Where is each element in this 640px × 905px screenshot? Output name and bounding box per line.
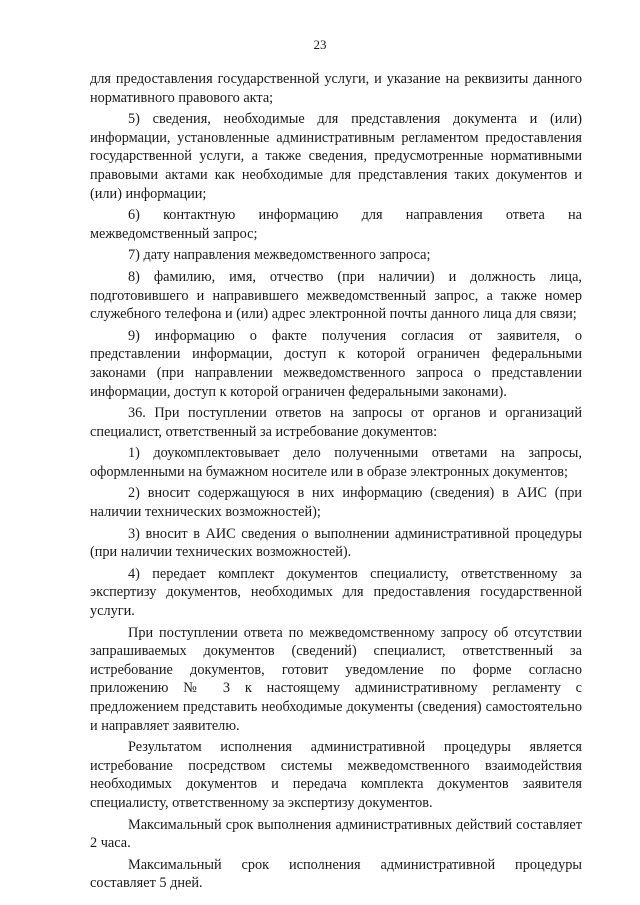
paragraph: 7) дату направления межведомственного запроса; — [128, 247, 431, 264]
paragraph: При поступлении ответа по межведомственному запросу об отсутствии запрашиваемых документов (сведений) специалист, ответственный за истребование документов, готовит уведомление по форме согласно приложению № 3 к настоящему административному регламенту с предложением представить необходимые документы (сведения) самостоятельно и направляет заявителю. — [90, 624, 582, 734]
paragraph: 5) сведения, необходимые для представления документа и (или) информации, установленные административным регламентом предоставления государственной услуги, а также сведения, предусмотренные нормативными правовыми актами как необходимые для представления таких документов и (или) информации; — [90, 111, 582, 202]
paragraph: Максимальный срок исполнения административной процедуры составляет 5 дней. — [90, 856, 582, 892]
paragraph: для предоставления государственной услуги, и указание на реквизиты данного нормативного правового акта; — [90, 71, 582, 106]
paragraph: 36. При поступлении ответов на запросы от органов и организаций специалист, ответственный за истребование документов: — [90, 405, 582, 440]
paragraph: 1) доукомплектовывает дело полученными ответами на запросы, оформленными на бумажном носителе или в образе электронных документов; — [90, 445, 582, 480]
paragraph: 4) передает комплект документов специалисту, ответственному за экспертизу документов, необходимых для предоставления государственной услуги. — [90, 565, 582, 620]
page-number: 23 — [313, 37, 327, 52]
paragraph: 9) информацию о факте получения согласия от заявителя, о представлении информации, доступ к которой ограничен федеральными законами (при направлении межведомственного запроса о представлении информации, доступ к которой ограничен федеральными законами). — [90, 327, 582, 400]
paragraph: Результатом исполнения административной процедуры является истребование посредством системы межведомственного взаимодействия необходимых документов и передача комплекта документов заявителя специалисту, ответственному за экспертизу документов. — [90, 739, 582, 811]
paragraph: 8) фамилию, имя, отчество (при наличии) и должность лица, подготовившего и направившего межведомственный запрос, а также номер служебного телефона и (или) адрес электронной почты данного лица для связи; — [90, 268, 582, 323]
paragraph: 3) вносит в АИС сведения о выполнении административной процедуры (при наличии технических возможностей). — [90, 525, 582, 561]
document-body — [90, 70, 582, 893]
paragraph: Максимальный срок выполнения административных действий составляет 2 часа. — [90, 816, 582, 852]
paragraph: 6) контактную информацию для направления ответа на межведомственный запрос; — [90, 207, 582, 242]
paragraph: 2) вносит содержащуюся в них информацию (сведения) в АИС (при наличии технических возможностей); — [90, 485, 582, 521]
